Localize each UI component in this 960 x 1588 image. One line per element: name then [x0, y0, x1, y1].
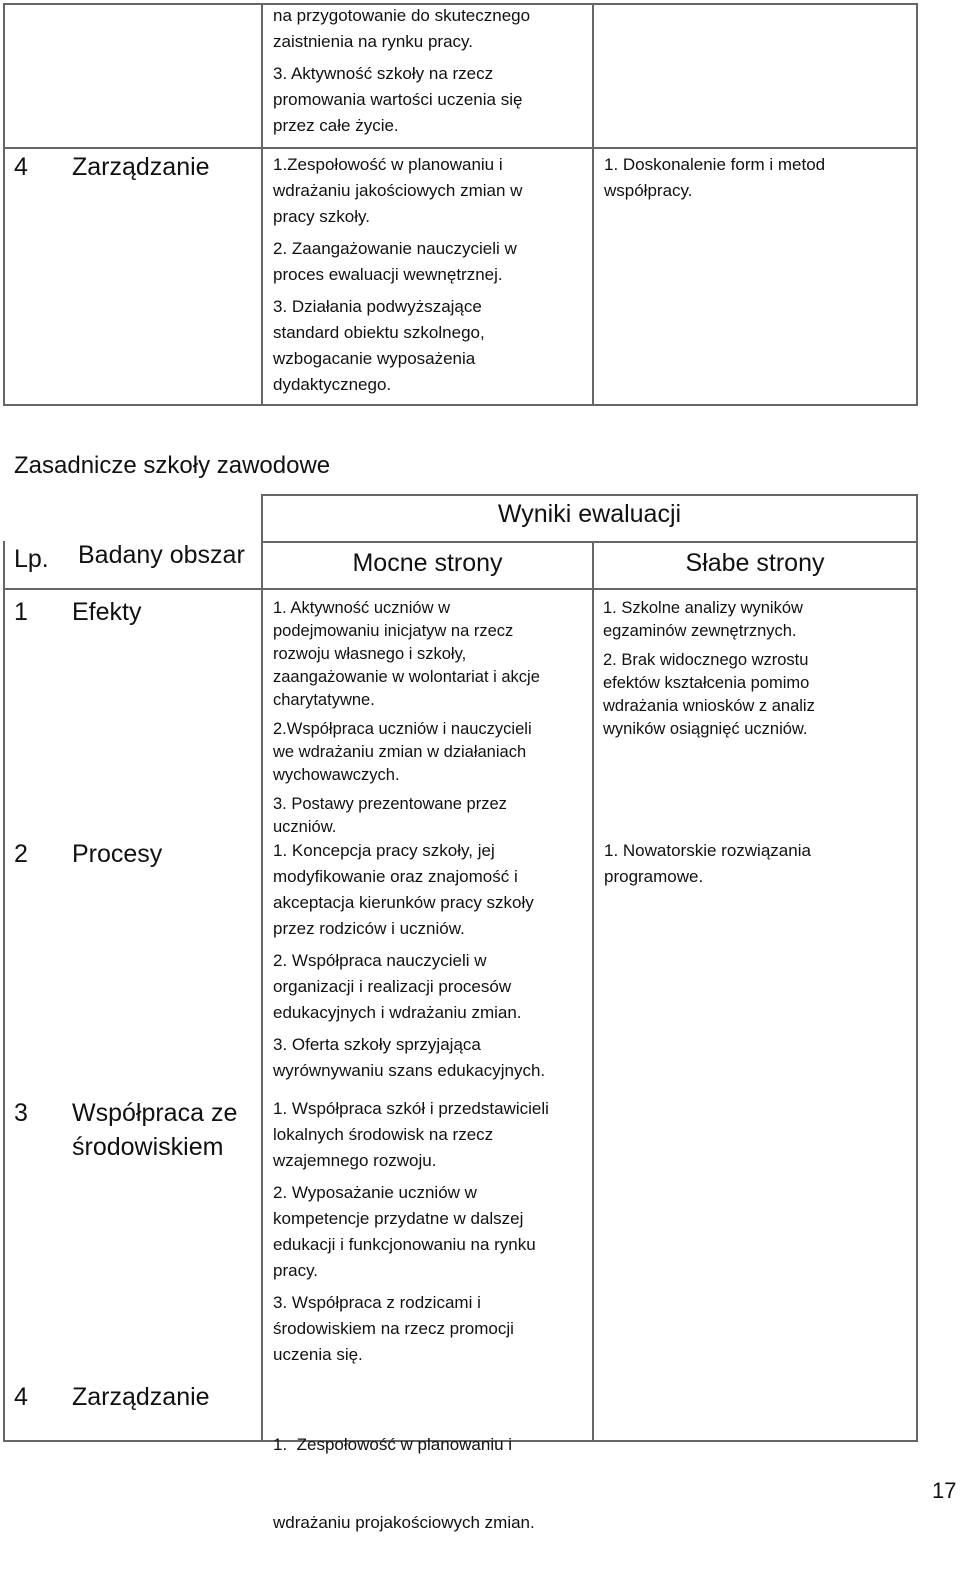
text-line: programowe.: [604, 867, 704, 886]
page-number: 17: [932, 1478, 957, 1503]
text-line: wzajemnego rozwoju.: [273, 1151, 437, 1170]
text-line: podejmowaniu inicjatyw na rzecz: [273, 622, 514, 640]
text-line: edukacyjnych i wdrażaniu zmian.: [273, 1003, 522, 1022]
text-line: 1. Aktywność uczniów w: [273, 599, 450, 617]
text-line: dydaktycznego.: [273, 375, 392, 394]
row4-strengths: [273, 1380, 588, 1588]
text-line: 2. Wyposażanie uczniów w: [273, 1183, 477, 1202]
table-header-bottom: [3, 588, 918, 590]
text-line: 1. Doskonalenie form i metod: [604, 155, 826, 174]
top-row4-weaknesses: [604, 152, 912, 204]
text-line: efektów kształcenia pomimo: [603, 674, 810, 692]
row4-area: Zarządzanie: [72, 1383, 210, 1411]
text-line: współpracy.: [604, 181, 693, 200]
top-table-col-divider: [592, 3, 594, 406]
text-line: pracy.: [273, 1261, 319, 1280]
top-table-col-divider: [261, 3, 263, 406]
text-line: wzbogacanie wyposażenia: [273, 349, 476, 368]
text-line: modyfikowanie oraz znajomość i: [273, 867, 518, 886]
row1-number: 1: [14, 598, 28, 626]
top-table-border-right: [916, 3, 918, 406]
row1-weaknesses: [603, 597, 913, 741]
row2-number: 2: [14, 840, 28, 868]
row4-number: 4: [14, 1383, 28, 1411]
text-line: wyników osiągnięć uczniów.: [603, 720, 808, 738]
text-line: uczniów.: [273, 818, 337, 836]
text-line: przez rodziców i uczniów.: [273, 919, 465, 938]
text-line: 1. Zespołowość w planowaniu i: [273, 1435, 513, 1454]
row2-area: Procesy: [72, 840, 163, 868]
text-line: Współpraca ze: [72, 1099, 238, 1127]
header-results: Wyniki ewaluacji: [497, 500, 682, 528]
text-line: standard obiektu szkolnego,: [273, 323, 485, 342]
text-line: rozwoju własnego i szkoły,: [273, 645, 467, 663]
text-line: 3. Działania podwyższające: [273, 297, 482, 316]
text-line: 3. Współpraca z rodzicami i: [273, 1293, 481, 1312]
top-table-row-divider: [3, 147, 918, 149]
text-line: 2.Współpraca uczniów i nauczycieli: [273, 720, 532, 738]
row3-area: [72, 1096, 257, 1164]
row3-strengths: [273, 1096, 588, 1368]
top-row4-area: Zarządzanie: [72, 153, 210, 181]
header-area: Badany obszar: [78, 541, 245, 569]
text-line: 1. Nowatorskie rozwiązania: [604, 841, 811, 860]
table-border-top: [261, 494, 918, 496]
text-line: wdrażaniu jakościowych zmian w: [273, 181, 523, 200]
text-line: na przygotowanie do skutecznego: [273, 6, 531, 25]
text-line: promowania wartości uczenia się: [273, 90, 523, 109]
table-col-divider: [592, 541, 594, 1442]
text-line: 3. Oferta szkoły sprzyjająca: [273, 1035, 481, 1054]
text-line: lokalnych środowisk na rzecz: [273, 1125, 494, 1144]
top-row3-strengths: [273, 3, 588, 139]
table-header-divider: [261, 541, 918, 543]
text-line: 1. Szkolne analizy wyników: [603, 599, 803, 617]
top-row4-number: 4: [14, 153, 28, 181]
text-line: proces ewaluacji wewnętrznej.: [273, 265, 503, 284]
text-line: wychowawczych.: [273, 766, 400, 784]
text-line: 1. Współpraca szkół i przedstawicieli: [273, 1099, 549, 1118]
text-line: we wdrażaniu zmian w działaniach: [273, 743, 527, 761]
table-col-divider: [261, 494, 263, 1442]
row1-strengths: [273, 597, 588, 839]
top-row4-strengths: [273, 152, 588, 398]
text-line: organizacji i realizacji procesów: [273, 977, 512, 996]
top-table-border-left: [3, 3, 5, 406]
text-line: uczenia się.: [273, 1345, 363, 1364]
row2-strengths: [273, 838, 588, 1084]
header-strengths: Mocne strony: [352, 549, 503, 577]
text-line: zaistnienia na rynku pracy.: [273, 32, 474, 51]
text-line: pracy szkoły.: [273, 207, 370, 226]
text-line: 3. Aktywność szkoły na rzecz: [273, 64, 494, 83]
text-line: środowiskiem na rzecz promocji: [273, 1319, 514, 1338]
text-line: wdrażaniu projakościowych zmian.: [273, 1513, 535, 1532]
top-table-border-bottom: [3, 404, 918, 406]
row1-area: Efekty: [72, 598, 142, 626]
table-border-right: [916, 494, 918, 1442]
text-line: 3. Postawy prezentowane przez: [273, 795, 507, 813]
header-weaknesses: Słabe strony: [685, 549, 825, 577]
text-line: 1. Koncepcja pracy szkoły, jej: [273, 841, 495, 860]
text-line: wdrażania wniosków z analiz: [603, 697, 815, 715]
section-title: Zasadnicze szkoły zawodowe: [14, 452, 331, 479]
text-line: kompetencje przydatne w dalszej: [273, 1209, 524, 1228]
row3-number: 3: [14, 1099, 28, 1127]
text-line: zaangażowanie w wolontariat i akcje: [273, 668, 540, 686]
text-line: środowiskiem: [72, 1133, 224, 1161]
text-line: 2. Zaangażowanie nauczycieli w: [273, 239, 517, 258]
row2-weaknesses: [604, 838, 912, 890]
text-line: przez całe życie.: [273, 116, 399, 135]
text-line: 2. Brak widocznego wzrostu: [603, 651, 809, 669]
header-lp: Lp.: [14, 545, 49, 573]
text-line: charytatywne.: [273, 691, 375, 709]
text-line: wyrównywaniu szans edukacyjnych.: [273, 1061, 546, 1080]
text-line: akceptacja kierunków pracy szkoły: [273, 893, 534, 912]
text-line: 1.Zespołowość w planowaniu i: [273, 155, 503, 174]
text-line: 2. Współpraca nauczycieli w: [273, 951, 487, 970]
text-line: egzaminów zewnętrznych.: [603, 622, 797, 640]
text-line: edukacji i funkcjonowaniu na rynku: [273, 1235, 536, 1254]
table-border-left: [3, 541, 5, 1442]
